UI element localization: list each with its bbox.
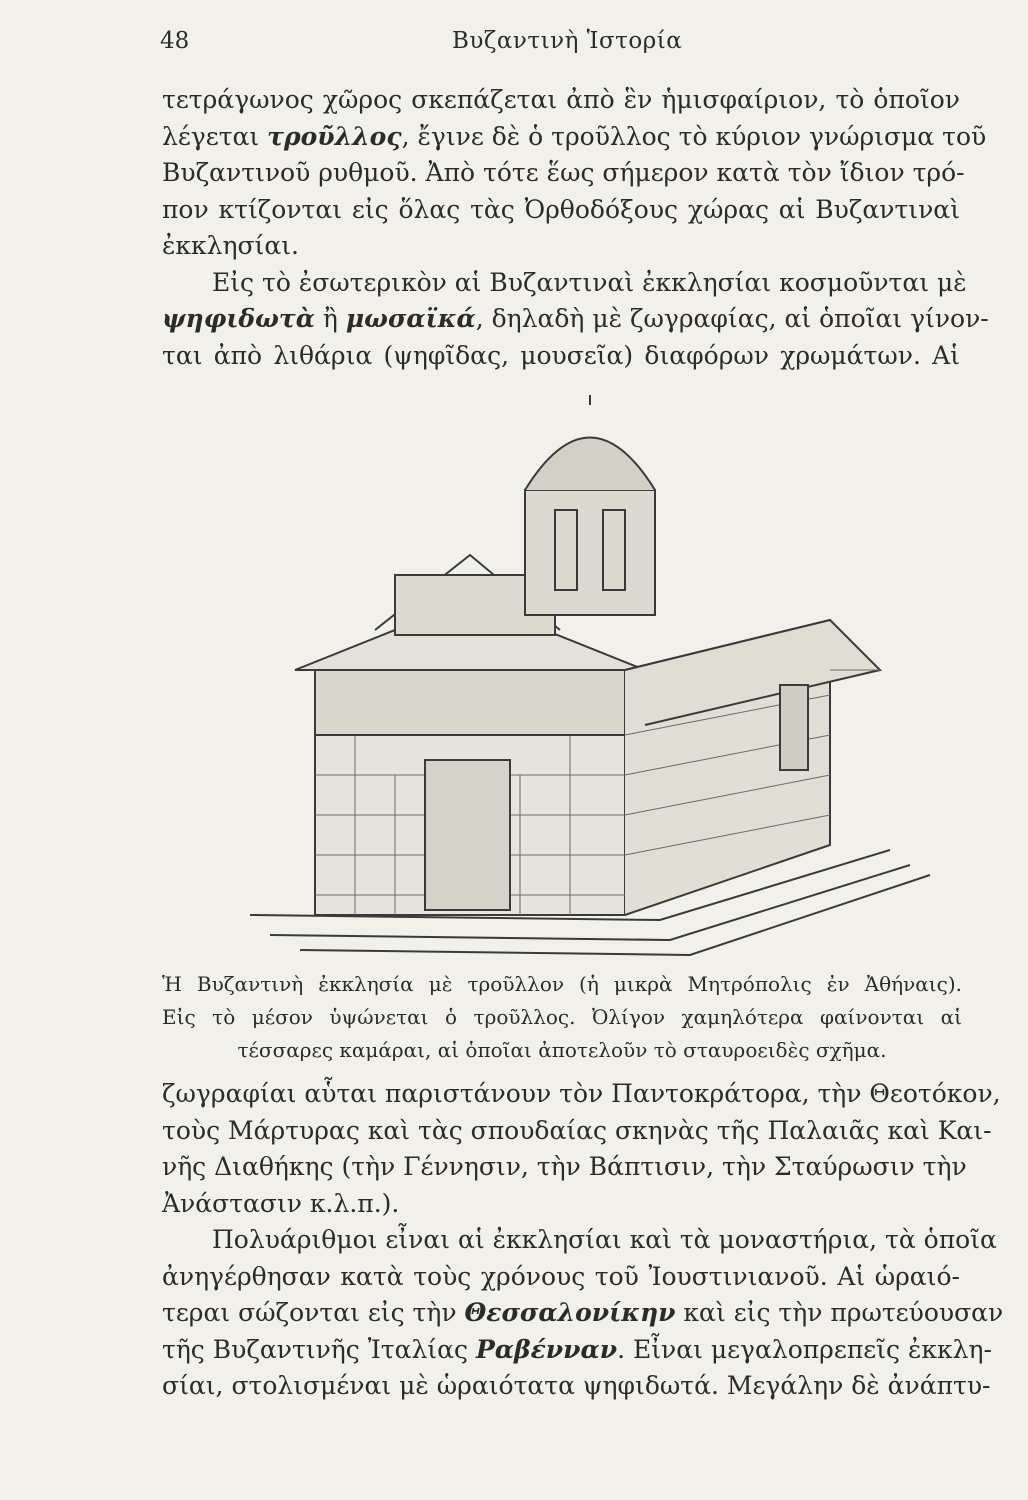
text-line: τετράγωνος χῶρος σκεπάζεται ἀπὸ ἓν ἡμισφαίριον, τὸ ὁποῖον [162, 85, 960, 114]
text-line: λέγεται τροῦλλος, ἔγινε δὲ ὁ τροῦλλος τὸ κύριον γνώρισμα τοῦ [162, 121, 987, 151]
text-line: Εἰς τὸ ἐσωτερικὸν αἱ Βυζαντιναὶ ἐκκλησίαι κοσμοῦνται μὲ [212, 267, 967, 297]
text-line: ψηφιδωτὰ ἢ μωσαϊκά, δηλαδὴ μὲ ζωγραφίας, αἱ ὁποῖαι γίνον- [162, 304, 989, 333]
text-line: Βυζαντινοῦ ρυθμοῦ. Ἀπὸ τότε ἕως σήμερον κατὰ τὸν ἴδιον τρό- [162, 158, 965, 187]
text-line: Πολυάριθμοι εἶναι αἱ ἐκκλησίαι καὶ τὰ μοναστήρια, τὰ ὁποῖα [212, 1225, 997, 1254]
emphasis-term: ψηφιδωτὰ [162, 304, 315, 333]
caption-line: Ἡ Βυζαντινὴ ἐκκλησία μὲ τροῦλλον (ἡ μικρὰ Μητρόπολις ἐν Ἀθήναις). [162, 972, 962, 996]
emphasis-place: Ραβένναν [475, 1334, 618, 1364]
page-header [160, 28, 960, 64]
text-line: τοὺς Μάρτυρας καὶ τὰς σπουδαίας σκηνὰς τῆς Παλαιᾶς καὶ Και- [162, 1115, 992, 1145]
text-line: σίαι, στολισμέναι μὲ ὡραιότατα ψηφιδωτά. Μεγάλην δὲ ἀνάπτυ- [162, 1371, 991, 1400]
caption-line: Εἰς τὸ μέσον ὑψώνεται ὁ τροῦλλος. Ὀλίγον χαμηλότερα φαίνονται αἱ [162, 1005, 962, 1029]
emphasis-place: Θεσσαλονίκην [464, 1298, 676, 1327]
text-line: ται ἀπὸ λιθάρια (ψηφῖδας, μουσεῖα) διαφόρων χρωμάτων. Αἱ [162, 340, 960, 370]
text-line: πον κτίζονται εἰς ὅλας τὰς Ὀρθοδόξους χώρας αἱ Βυζαντιναὶ [162, 194, 960, 224]
text-line: ζωγραφίαι αὗται παριστάνουν τὸν Παντοκράτορα, τὴν Θεοτόκον, [162, 1079, 1001, 1108]
body-text-bottom [162, 1076, 1004, 1405]
text-line: ἀνηγέρθησαν κατὰ τοὺς χρόνους τοῦ Ἰουστινιανοῦ. Αἱ ὡραιό- [162, 1261, 960, 1291]
text-line: τεραι σώζονται εἰς τὴν Θεσσαλονίκην καὶ εἰς τὴν πρωτεύουσαν [162, 1298, 1004, 1327]
caption-line: τέσσαρες καμάραι, αἱ ὁποῖαι ἀποτελοῦν τὸ σταυροειδὲς σχῆμα. [237, 1038, 887, 1062]
page-number: 48 [160, 28, 190, 54]
emphasis-term: τροῦλλος [267, 121, 402, 151]
text-line: τῆς Βυζαντινῆς Ἰταλίας Ραβένναν. Εἶναι μεγαλοπρεπεῖς ἐκκλη- [162, 1334, 992, 1364]
figure-caption [162, 968, 962, 1067]
running-title: Βυζαντινὴ Ἱστορία [452, 28, 683, 54]
text-line: νῆς Διαθήκης (τὴν Γέννησιν, τὴν Βάπτισιν, τὴν Σταύρωσιν τὴν [162, 1152, 967, 1181]
emphasis-term: μωσαϊκά [345, 304, 476, 333]
text-line: Ἀνάστασιν κ.λ.π.). [162, 1188, 400, 1218]
text-line: ἐκκλησίαι. [162, 231, 299, 260]
body-text-top [162, 82, 989, 374]
church-illustration [190, 395, 960, 965]
church-drawing [190, 395, 960, 965]
